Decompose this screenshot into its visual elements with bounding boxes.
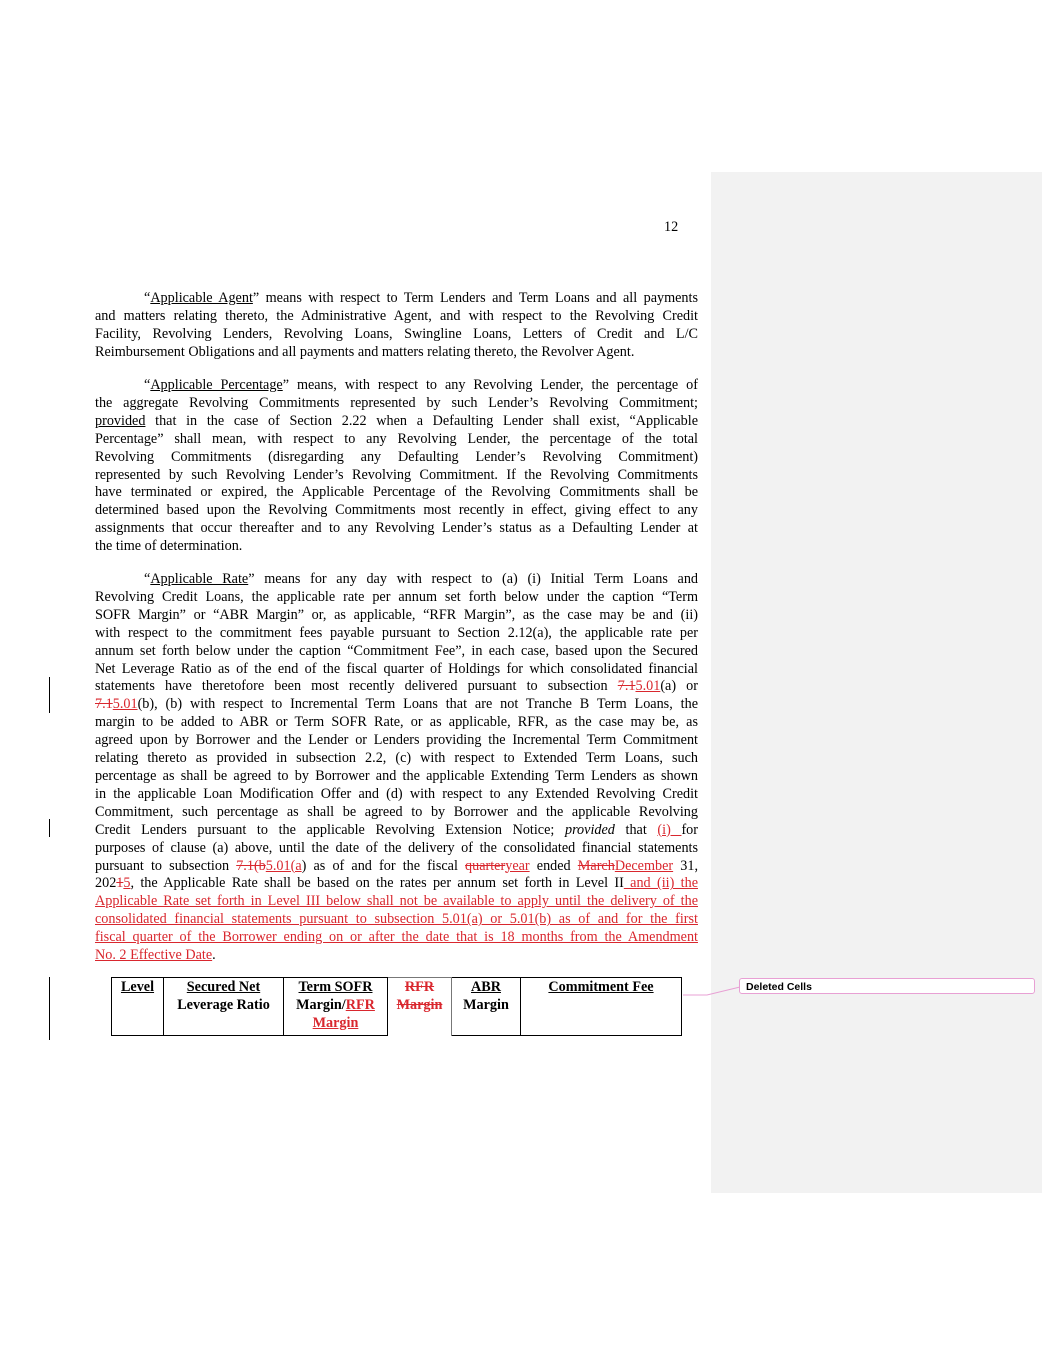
text-line: Revolving Commitments (disregarding any Defaulting Lender’s Revolving Commitment) <box>95 448 698 465</box>
text-line: Reimbursement Obligations and all payments and matters relating thereto, the Revolver Agent. <box>95 343 635 360</box>
text-line: with respect to the commitment fees payable pursuant to Section 2.12(a), the applicable rate per <box>95 624 698 641</box>
text-line: 20215, the Applicable Rate shall be based on the rates per annum set forth in Level II and (ii) the <box>95 875 698 892</box>
inserted-text-line: consolidated financial statements pursuant to subsection 5.01(a) or 5.01(b) as of and for the first <box>95 911 698 928</box>
change-bar <box>49 977 50 1040</box>
inserted-text: 5.01(a <box>265 857 302 874</box>
header-term-sofr-margin: Term SOFR Margin/RFR Margin <box>284 978 388 1036</box>
inserted-text-line: fiscal quarter of the Borrower ending on or after the date that is 18 months from the Amendment <box>95 929 698 946</box>
text-line: percentage as shall be agreed to by Borrower and the applicable Extending Term Lenders as shown <box>95 767 698 784</box>
text-line: “Applicable Percentage” means, with respect to any Revolving Lender, the percentage of <box>144 377 698 393</box>
header-abr-margin: ABR Margin <box>452 978 521 1036</box>
markup-pane <box>711 172 1042 1193</box>
change-bar <box>49 819 50 837</box>
inserted-text: December <box>614 857 674 874</box>
text-line: “Applicable Agent” means with respect to Term Lenders and Term Loans and all payments <box>144 290 698 306</box>
text-line: Revolving Credit Loans, the applicable rate per annum set forth below under the caption “Term <box>95 588 698 605</box>
defined-term: Applicable Agent <box>150 290 253 306</box>
inserted-text: year <box>505 857 530 874</box>
text-line: Credit Lenders pursuant to the applicable Revolving Extension Notice; provided that (i) for <box>95 821 698 838</box>
text-line: Commitment, such percentage as shall be agreed to by Borrower and the applicable Revolving <box>95 803 698 820</box>
text-line: provided that in the case of Section 2.22 when a Defaulting Lender shall exist, “Applicable <box>95 412 698 429</box>
text-line: No. 2 Effective Date. <box>95 947 216 964</box>
text-line: annum set forth below under the caption “Commitment Fee”, in each case, based upon the Secured <box>95 642 698 659</box>
text-line: purposes of clause (a) above, until the date of the delivery of the consolidated financial statements <box>95 839 698 856</box>
header-commitment-fee: Commitment Fee <box>521 978 682 1036</box>
deleted-text: 7.1(b <box>236 857 266 874</box>
text-line: Facility, Revolving Lenders, Revolving Loans, Swingline Loans, Letters of Credit and L/C <box>95 325 698 342</box>
inserted-text: (i) <box>657 821 682 838</box>
inserted-text: RFR <box>345 996 375 1013</box>
header-secured-net-leverage-ratio: Secured Net Leverage Ratio <box>164 978 284 1036</box>
definition-applicable-agent <box>95 290 698 362</box>
definition-applicable-percentage <box>95 377 698 556</box>
text-line: Net Leverage Ratio as of the end of the fiscal quarter of Holdings for which consolidated financial <box>95 660 698 677</box>
defined-term: Applicable Rate <box>150 571 249 587</box>
text-line: 7.15.01(b), (b) with respect to Incremental Term Loans that are not Tranche B Term Loans, the <box>95 696 698 713</box>
defined-term: Applicable Percentage <box>150 377 283 393</box>
revision-balloon-deleted-cells[interactable] <box>739 978 1035 994</box>
revision-balloon-label: Deleted Cells <box>746 981 812 993</box>
text-line: agreed upon by Borrower and the Lender or Lenders providing the Incremental Term Commitment <box>95 732 698 749</box>
text-line: pursuant to subsection 7.1(b5.01(a) as of and for the fiscal quarteryear ended MarchDecember 31, <box>95 857 698 874</box>
header-level: Level <box>112 978 164 1036</box>
inserted-text: and (ii) the <box>623 875 698 892</box>
deleted-text: 7.1 <box>617 678 636 695</box>
text-line: margin to be added to ABR or Term SOFR Rate, or as applicable, RFR, as the case may be, as <box>95 714 698 731</box>
table-header-row <box>112 978 682 1036</box>
definition-applicable-rate <box>95 571 698 965</box>
text-line: assignments that occur thereafter and to any Revolving Lender’s status as a Defaulting Lender at <box>95 520 698 537</box>
comment-connector-line <box>683 986 743 998</box>
inserted-text: 5.01 <box>112 696 138 713</box>
text-line: SOFR Margin” or “ABR Margin” or, as applicable, “RFR Margin”, as the case may be and (ii) <box>95 606 698 623</box>
text-line: “Applicable Rate” means for any day with respect to (a) (i) Initial Term Loans and <box>144 571 699 587</box>
deleted-text: March <box>577 857 615 874</box>
inserted-text: 5.01 <box>635 678 661 695</box>
inserted-text: 5 <box>123 875 131 892</box>
deleted-text: quarter <box>465 857 506 874</box>
deleted-text: 1 <box>116 875 124 892</box>
inserted-text: No. 2 Effective Date <box>95 947 213 964</box>
text-line: relating thereto as provided in subsection 2.2, (c) with respect to Extended Term Loans, such <box>95 750 698 767</box>
page-number: 12 <box>664 219 679 235</box>
change-bar <box>49 677 50 713</box>
text-line: statements have theretofore been most recently delivered pursuant to subsection 7.15.01(a) or <box>95 678 698 695</box>
text-line: Percentage” shall mean, with respect to any Revolving Lender, the percentage of the total <box>95 430 698 447</box>
applicable-rate-table <box>111 977 682 1036</box>
inserted-text-line: Applicable Rate set forth in Level III below shall not be available to apply until the delivery of the <box>95 893 698 910</box>
text-line: and matters relating thereto, the Administrative Agent, and with respect to the Revolving Credit <box>95 307 698 324</box>
text-line: in the applicable Loan Modification Offer and (d) with respect to any Extended Revolving Credit <box>95 785 698 802</box>
inserted-text: Margin <box>312 1014 359 1031</box>
text-line: the aggregate Revolving Commitments represented by such Lender’s Revolving Commitment; <box>95 394 698 411</box>
text-line: represented by such Revolving Lender’s Revolving Commitment. If the Revolving Commitments <box>95 466 698 483</box>
header-rfr-margin-deleted: RFR Margin <box>388 978 452 1036</box>
text-line: determined based upon the Revolving Commitments most recently in effect, giving effect to any <box>95 502 698 519</box>
text-line: have terminated or expired, the Applicable Percentage of the Revolving Commitments shall be <box>95 484 698 501</box>
deleted-text: 7.1 <box>95 696 113 713</box>
text-line: the time of determination. <box>95 538 243 555</box>
